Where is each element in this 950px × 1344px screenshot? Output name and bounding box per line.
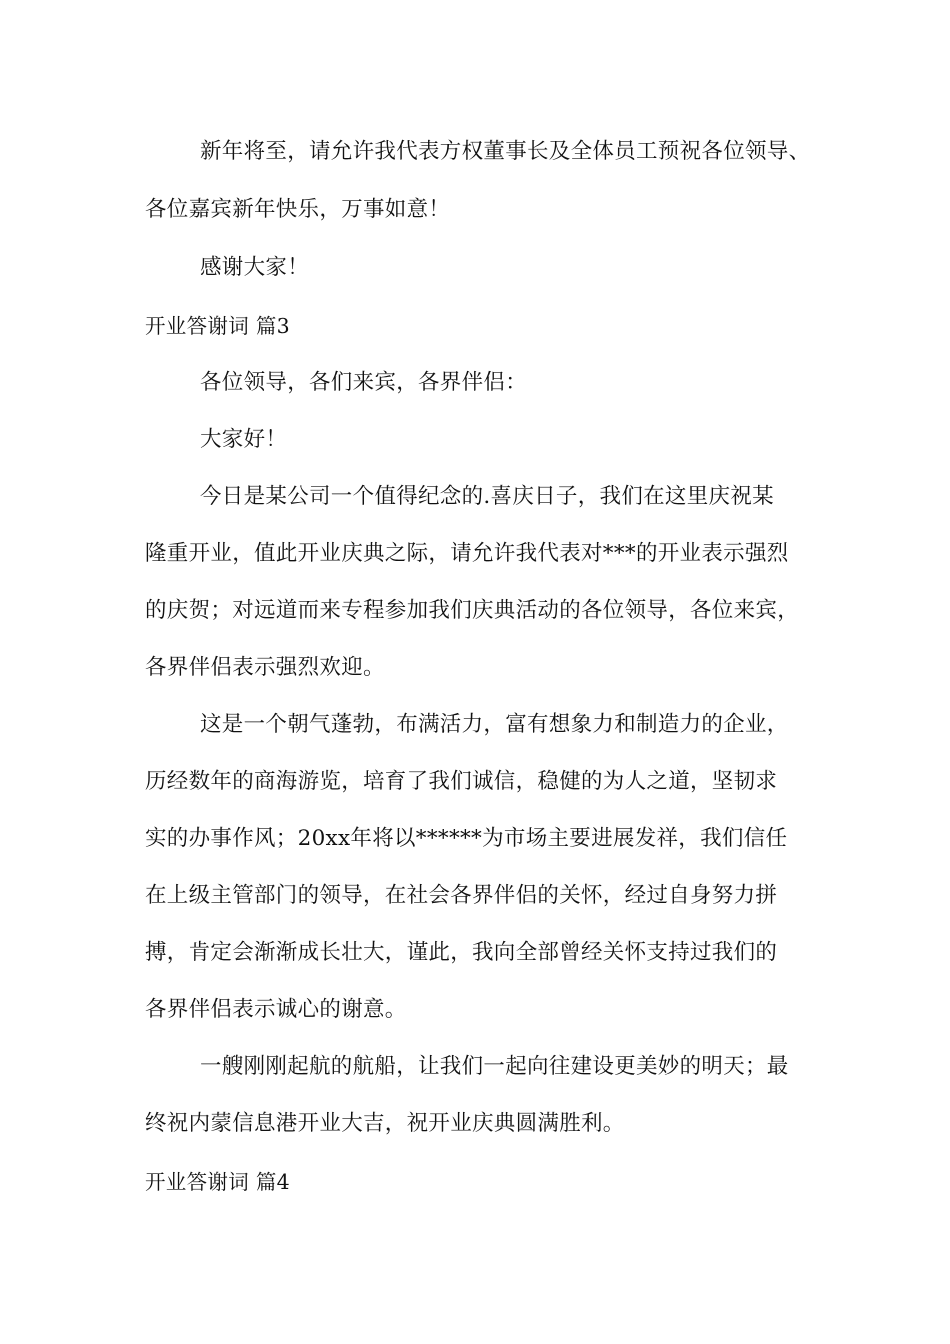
paragraph-line: 一艘刚刚起航的航船，让我们一起向往建设更美妙的明天；最: [200, 1054, 789, 1079]
section-heading: 开业答谢词 篇4: [145, 1170, 290, 1194]
paragraph-line: 今日是某公司一个值得纪念的.喜庆日子，我们在这里庆祝某: [200, 484, 774, 509]
paragraph-line: 感谢大家！: [200, 255, 310, 280]
paragraph-line: 新年将至，请允许我代表方权董事长及全体员工预祝各位领导、: [200, 139, 811, 164]
paragraph-line: 各界伴侣表示诚心的谢意。: [145, 997, 407, 1022]
paragraph-line: 历经数年的商海游览，培育了我们诚信，稳健的为人之道，坚韧求: [145, 769, 778, 794]
paragraph-line: 隆重开业，值此开业庆典之际，请允许我代表对***的开业表示强烈: [145, 541, 789, 566]
paragraph-line: 大家好！: [200, 427, 288, 452]
paragraph-line: 在上级主管部门的领导，在社会各界伴侣的关怀，经过自身努力拼: [145, 883, 778, 908]
section-heading: 开业答谢词 篇3: [145, 314, 290, 338]
paragraph-line: 这是一个朝气蓬勃，布满活力，富有想象力和制造力的企业，: [200, 712, 789, 737]
paragraph-line: 各界伴侣表示强烈欢迎。: [145, 655, 385, 680]
paragraph-line: 终祝内蒙信息港开业大吉，祝开业庆典圆满胜利。: [145, 1111, 625, 1136]
paragraph-line: 实的办事作风；20xx年将以******为市场主要进展发祥，我们信任: [145, 826, 788, 851]
paragraph-line: 各位领导，各们来宾，各界伴侣：: [200, 370, 528, 395]
paragraph-line: 各位嘉宾新年快乐，万事如意！: [145, 197, 451, 222]
paragraph-line: 搏，肯定会渐渐成长壮大，谨此，我向全部曾经关怀支持过我们的: [145, 940, 778, 965]
paragraph-line: 的庆贺；对远道而来专程参加我们庆典活动的各位领导，各位来宾，: [145, 598, 800, 623]
